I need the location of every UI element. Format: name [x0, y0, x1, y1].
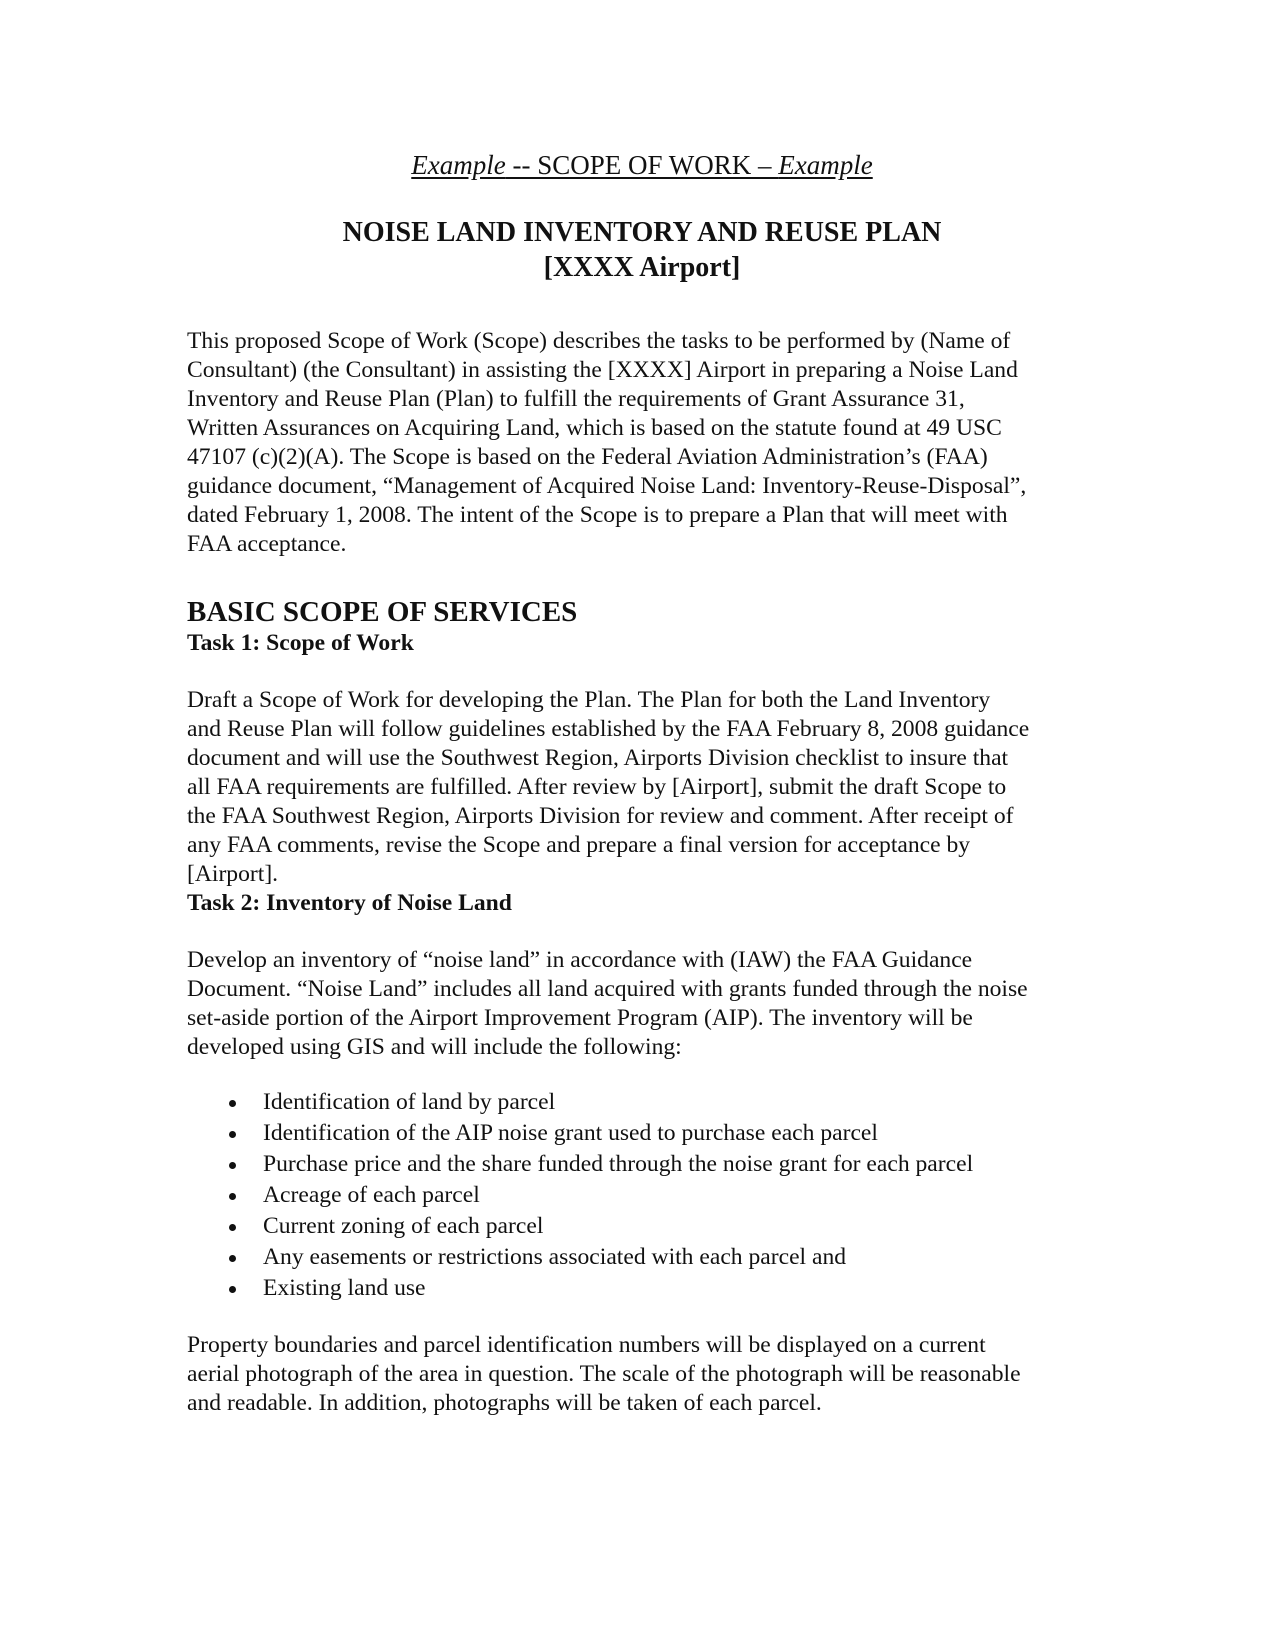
list-item-text: Existing land use [263, 1275, 426, 1301]
task-1-paragraph [187, 686, 1097, 889]
bullet-icon [229, 1100, 236, 1107]
header-example-right: Example [778, 150, 873, 180]
list-item-text: Current zoning of each parcel [263, 1213, 544, 1239]
intro-line: dated February 1, 2008. The intent of the Scope is to prepare a Plan that will meet with [187, 502, 1008, 528]
document-header [187, 148, 1097, 182]
document-title [187, 215, 1097, 285]
task-2-line: set-aside portion of the Airport Improvement Program (AIP). The inventory will be [187, 1005, 973, 1031]
intro-line: Consultant) (the Consultant) in assisting the [XXXX] Airport in preparing a Noise Land [187, 357, 1018, 383]
list-item [187, 1180, 1097, 1211]
task-1-line: [Airport]. [187, 861, 279, 887]
intro-paragraph [187, 327, 1097, 559]
header-scope-of-work: -- SCOPE OF WORK – [505, 150, 779, 180]
intro-line: Inventory and Reuse Plan (Plan) to fulfill the requirements of Grant Assurance 31, [187, 386, 965, 412]
bullet-icon [229, 1255, 236, 1262]
intro-line: guidance document, “Management of Acquired Noise Land: Inventory-Reuse-Disposal”, [187, 473, 1027, 499]
section-heading: BASIC SCOPE OF SERVICES [187, 596, 578, 628]
task-1-line: any FAA comments, revise the Scope and prepare a final version for acceptance by [187, 832, 971, 858]
task-1-line: all FAA requirements are fulfilled. After review by [Airport], submit the draft Scope to [187, 774, 1007, 800]
closing-line: Property boundaries and parcel identification numbers will be displayed on a current [187, 1332, 986, 1358]
task-1-line: document and will use the Southwest Region, Airports Division checklist to insure that [187, 745, 1009, 771]
task-2-paragraph [187, 946, 1097, 1062]
list-item-text: Identification of land by parcel [263, 1089, 556, 1115]
list-item-text: Any easements or restrictions associated with each parcel and [263, 1244, 847, 1270]
list-item [187, 1149, 1097, 1180]
bullet-icon [229, 1224, 236, 1231]
task-2-line: developed using GIS and will include the following: [187, 1034, 682, 1060]
task-1-line: Draft a Scope of Work for developing the Plan. The Plan for both the Land Inventory [187, 687, 991, 713]
bullet-icon [229, 1286, 236, 1293]
task-2-heading: Task 2: Inventory of Noise Land [187, 890, 512, 916]
intro-line: This proposed Scope of Work (Scope) describes the tasks to be performed by (Name of [187, 328, 1011, 354]
task-2-line: Document. “Noise Land” includes all land acquired with grants funded through the noise [187, 976, 1028, 1002]
closing-line: aerial photograph of the area in question. The scale of the photograph will be reasonable [187, 1361, 1021, 1387]
list-item [187, 1087, 1097, 1118]
list-item-text: Purchase price and the share funded through the noise grant for each parcel [263, 1151, 974, 1177]
list-item [187, 1242, 1097, 1273]
intro-line: FAA acceptance. [187, 531, 347, 557]
task-1-line: the FAA Southwest Region, Airports Division for review and comment. After receipt of [187, 803, 1014, 829]
closing-line: and readable. In addition, photographs will be taken of each parcel. [187, 1390, 822, 1416]
list-item-text: Acreage of each parcel [263, 1182, 480, 1208]
bullet-icon [229, 1131, 236, 1138]
document-content [187, 148, 1097, 1418]
list-item [187, 1118, 1097, 1149]
list-item [187, 1211, 1097, 1242]
intro-line: Written Assurances on Acquiring Land, which is based on the statute found at 49 USC [187, 415, 1002, 441]
title-line-1: NOISE LAND INVENTORY AND REUSE PLAN [342, 217, 942, 248]
task-1-heading: Task 1: Scope of Work [187, 630, 414, 656]
intro-line: 47107 (c)(2)(A). The Scope is based on the Federal Aviation Administration’s (FAA) [187, 444, 988, 470]
bullet-icon [229, 1193, 236, 1200]
title-line-2: [XXXX Airport] [543, 252, 741, 283]
bullet-icon [229, 1162, 236, 1169]
list-item-text: Identification of the AIP noise grant used to purchase each parcel [263, 1120, 878, 1146]
list-item [187, 1273, 1097, 1304]
closing-paragraph [187, 1331, 1097, 1418]
header-example-left: Example [411, 150, 506, 180]
task-2-line: Develop an inventory of “noise land” in accordance with (IAW) the FAA Guidance [187, 947, 973, 973]
task-1-line: and Reuse Plan will follow guidelines established by the FAA February 8, 2008 guidance [187, 716, 1030, 742]
inventory-bullet-list [187, 1087, 1097, 1304]
